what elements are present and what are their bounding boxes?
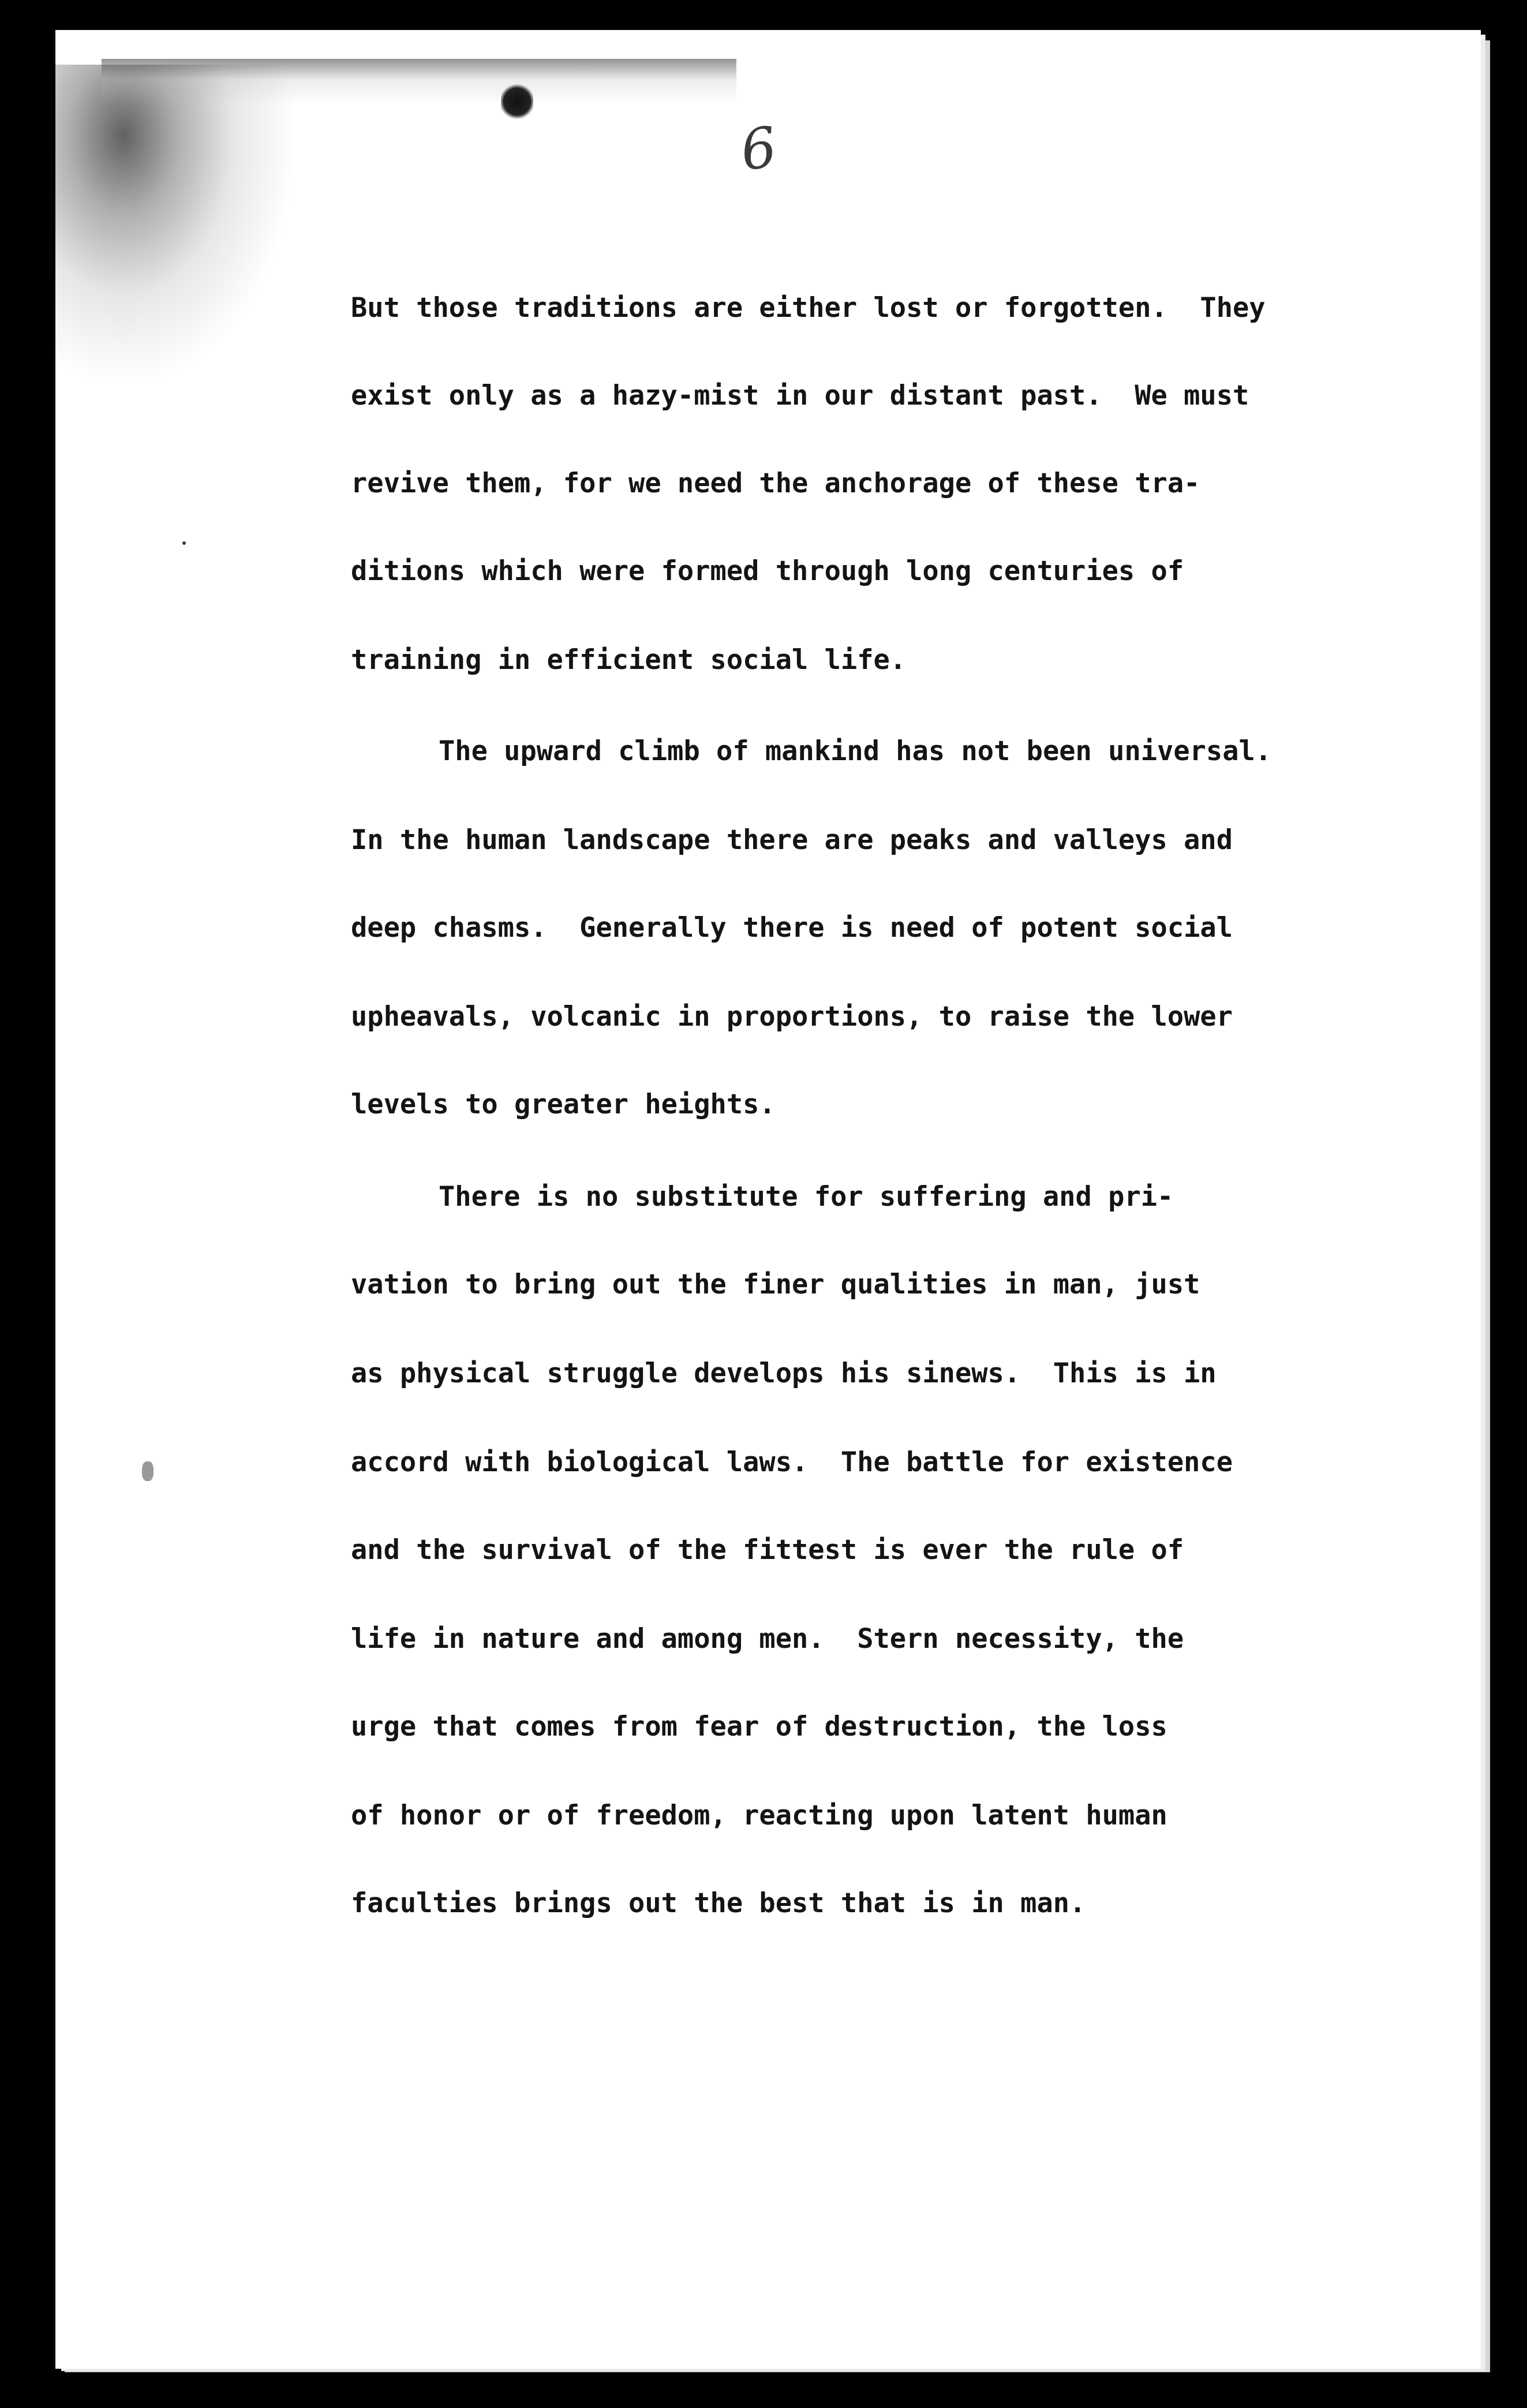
text-line: There is no substitute for suffering and pri- [439,1181,1174,1213]
text-line: upheavals, volcanic in proportions, to raise the lower [351,1001,1233,1033]
text-line: and the survival of the fittest is ever the rule of [351,1534,1184,1566]
text-line: vation to bring out the finer qualities in man, just [351,1269,1200,1300]
text-line: accord with biological laws. The battle for existence [351,1446,1233,1478]
text-line: life in nature and among men. Stern necessity, the [351,1623,1184,1655]
text-line: of honor or of freedom, reacting upon latent human [351,1800,1167,1831]
typewritten-page [55,30,1481,2369]
text-line: as physical struggle develops his sinews. This is in [351,1358,1217,1389]
text-line: training in efficient social life. [351,644,907,676]
text-line: levels to greater heights. [351,1089,776,1120]
page-number: 6 [736,114,781,184]
ink-blot [501,83,533,120]
margin-stain [142,1461,154,1481]
text-line: exist only as a hazy-mist in our distant past. We must [351,380,1249,412]
text-line: The upward climb of mankind has not been universal. [439,735,1272,767]
corner-smudge [55,65,298,388]
text-line: ditions which were formed through long centuries of [351,555,1184,587]
top-edge-smudge [102,59,736,105]
text-line: In the human landscape there are peaks and valleys and [351,824,1233,856]
text-line: deep chasms. Generally there is need of potent social [351,912,1233,944]
text-line: But those traditions are either lost or forgotten. They [351,292,1266,324]
text-line: revive them, for we need the anchorage of these tra- [351,468,1200,499]
text-line: urge that comes from fear of destruction, the loss [351,1711,1167,1743]
text-line: faculties brings out the best that is in man. [351,1887,1086,1919]
margin-mark [182,541,186,545]
